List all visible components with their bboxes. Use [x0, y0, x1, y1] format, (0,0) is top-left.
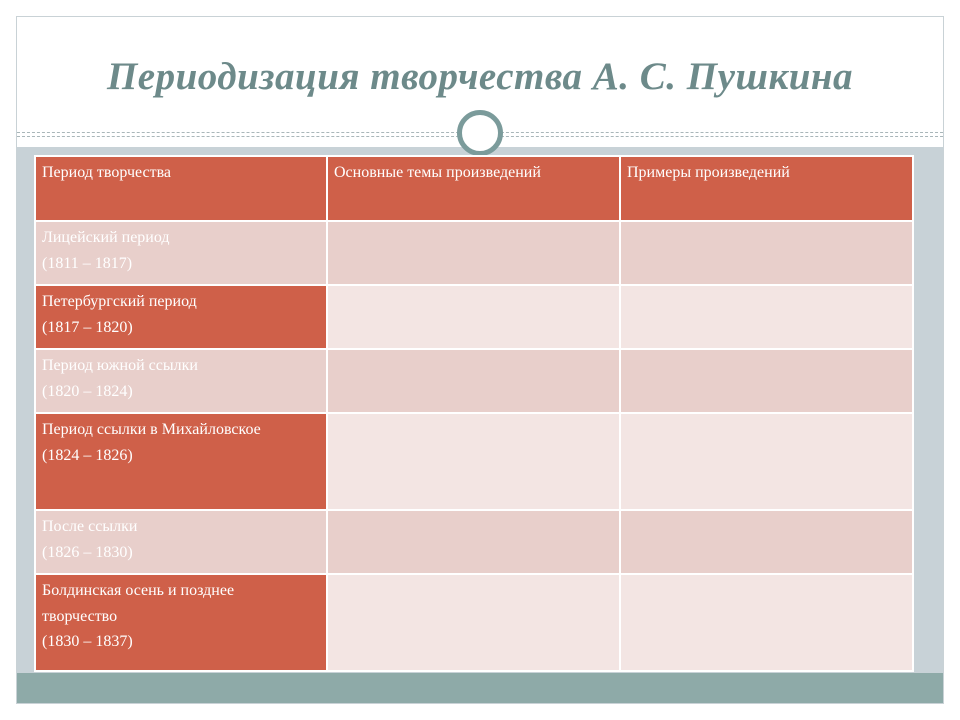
period-cell [35, 413, 327, 510]
header-cell-themes: Основные темы произведений [327, 156, 620, 221]
table-row [35, 413, 913, 510]
examples-cell[interactable] [620, 285, 913, 349]
themes-cell[interactable] [327, 221, 620, 285]
examples-cell[interactable] [620, 574, 913, 671]
period-years: (1817 – 1820) [42, 318, 133, 336]
table-row [35, 221, 913, 285]
period-name-line1: Болдинская осень и позднее [42, 582, 235, 599]
periodization-table [34, 155, 914, 672]
themes-cell[interactable] [327, 349, 620, 413]
period-years: (1830 – 1837) [42, 633, 133, 650]
table-header-row [35, 156, 913, 221]
period-years: (1824 – 1826) [42, 446, 133, 464]
header-cell-examples: Примеры произведений [620, 156, 913, 221]
examples-cell[interactable] [620, 413, 913, 510]
period-cell [35, 349, 327, 413]
themes-cell[interactable] [327, 510, 620, 574]
themes-cell[interactable] [327, 574, 620, 671]
period-cell [35, 285, 327, 349]
period-name-line2: творчество [42, 607, 118, 625]
period-cell [35, 510, 327, 574]
period-cell [35, 574, 327, 671]
table-row [35, 349, 913, 413]
circle-ornament [457, 110, 503, 156]
table-row [35, 285, 913, 349]
header-cell-period: Период творчества [35, 156, 327, 221]
period-name: Период ссылки в Михайловское [42, 421, 261, 438]
footer-bar [17, 673, 943, 703]
period-years: (1826 – 1830) [42, 543, 133, 561]
themes-cell[interactable] [327, 413, 620, 510]
period-cell [35, 221, 327, 285]
period-years: (1820 – 1824) [42, 382, 133, 400]
period-years: (1811 – 1817) [42, 254, 133, 272]
period-name: Петербургский период [42, 293, 197, 310]
examples-cell[interactable] [620, 510, 913, 574]
period-name: Период южной ссылки [42, 357, 198, 374]
period-name: Лицейский период [42, 229, 170, 246]
slide [16, 16, 944, 704]
table-row [35, 574, 913, 671]
period-name: После ссылки [42, 518, 138, 535]
slide-title: Периодизация творчества А. С. Пушкина [106, 54, 854, 98]
examples-cell[interactable] [620, 349, 913, 413]
examples-cell[interactable] [620, 221, 913, 285]
themes-cell[interactable] [327, 285, 620, 349]
table-row [35, 510, 913, 574]
